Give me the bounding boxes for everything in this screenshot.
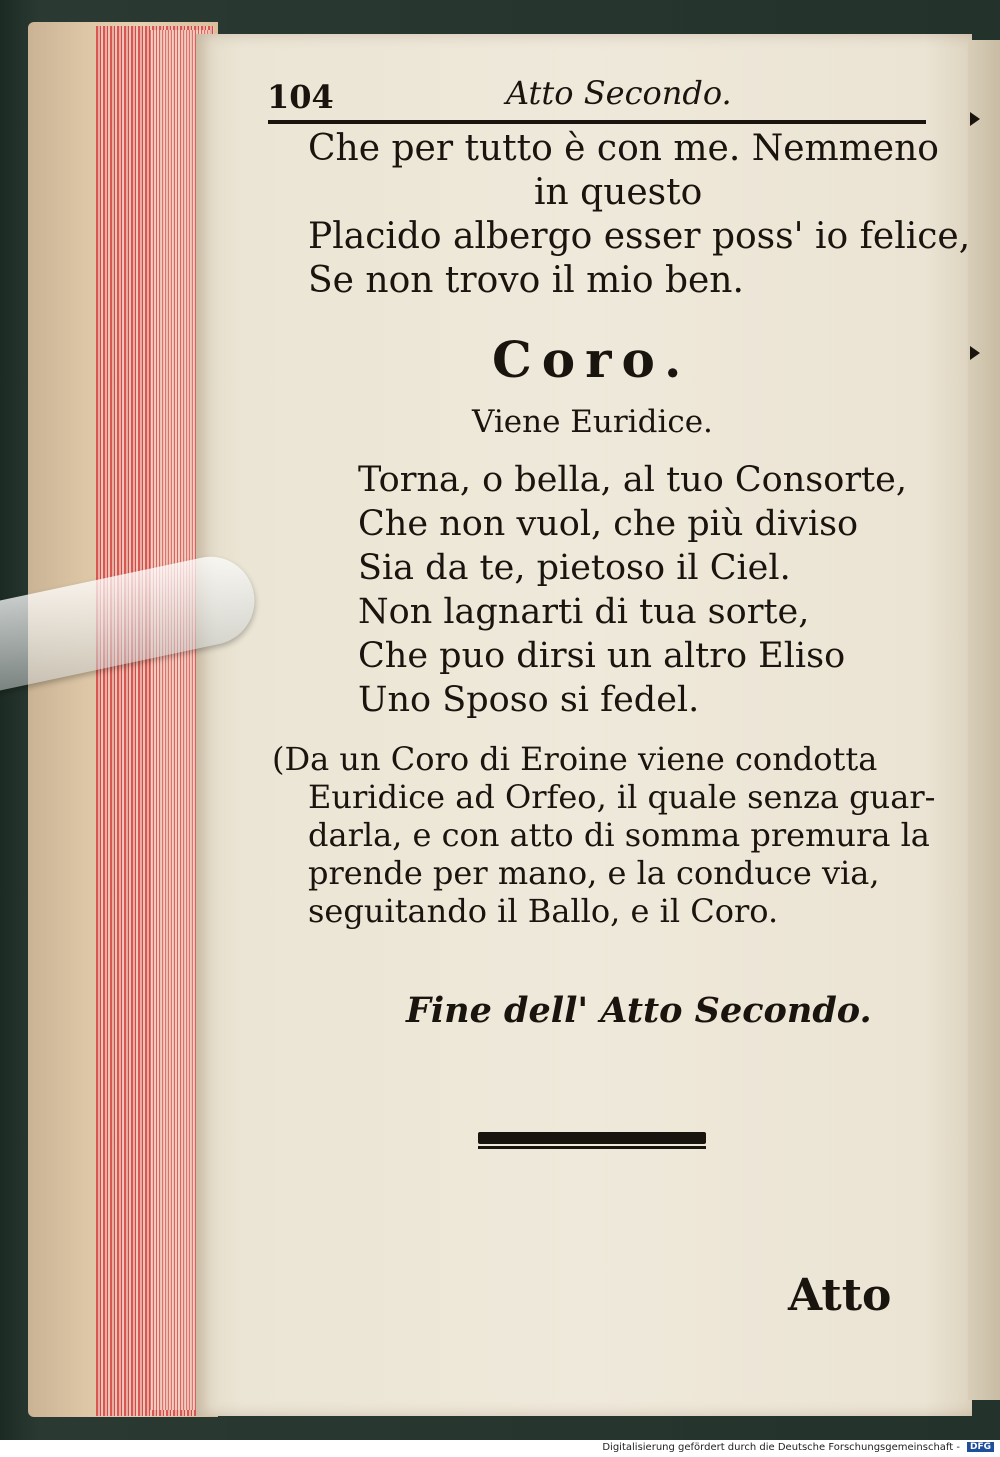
verse-line: Torna, o bella, al tuo Consorte, [358,460,907,500]
text-line: Che per tutto è con me. Nemmeno [308,128,939,169]
footer-bar [0,1440,1000,1457]
stage-direction-line: Euridice ad Orfeo, il quale senza guar- [308,778,936,816]
text-line: Se non trovo il mio ben. [308,260,744,301]
running-title: Atto Secondo. [506,74,732,112]
end-of-act: Fine dell' Atto Secondo. [406,990,872,1031]
dfg-logo: DFG [967,1442,994,1452]
text-line: in questo [534,172,703,213]
verse-line: Che non vuol, che più diviso [358,504,859,544]
page-gutter [968,40,1000,1400]
header-rule [268,120,926,124]
ornament-rule [478,1132,706,1144]
verse-line: Uno Sposo si fedel. [358,680,700,720]
stage-direction-line: (Da un Coro di Eroine viene condotta [272,740,878,778]
page-number: 104 [267,78,334,116]
verse-line: Che puo dirsi un altro Eliso [358,636,846,676]
stage-direction-line: prende per mano, e la conduce via, [308,854,880,892]
verse-line: Non lagnarti di tua sorte, [358,592,810,632]
catchword: Atto [788,1270,892,1321]
footer-credit: Digitalisierung gefördert durch die Deutsche Forschungsgemeinschaft - [602,1442,960,1453]
chorus-heading: Coro. [492,330,692,389]
stage-direction-line: seguitando il Ballo, e il Coro. [308,892,779,930]
stage-entrance: Viene Euridice. [472,404,713,440]
stage-direction-line: darla, e con atto di somma premura la [308,816,930,854]
verse-line: Sia da te, pietoso il Ciel. [358,548,791,588]
text-line: Placido albergo esser poss' io felice, [308,216,971,257]
